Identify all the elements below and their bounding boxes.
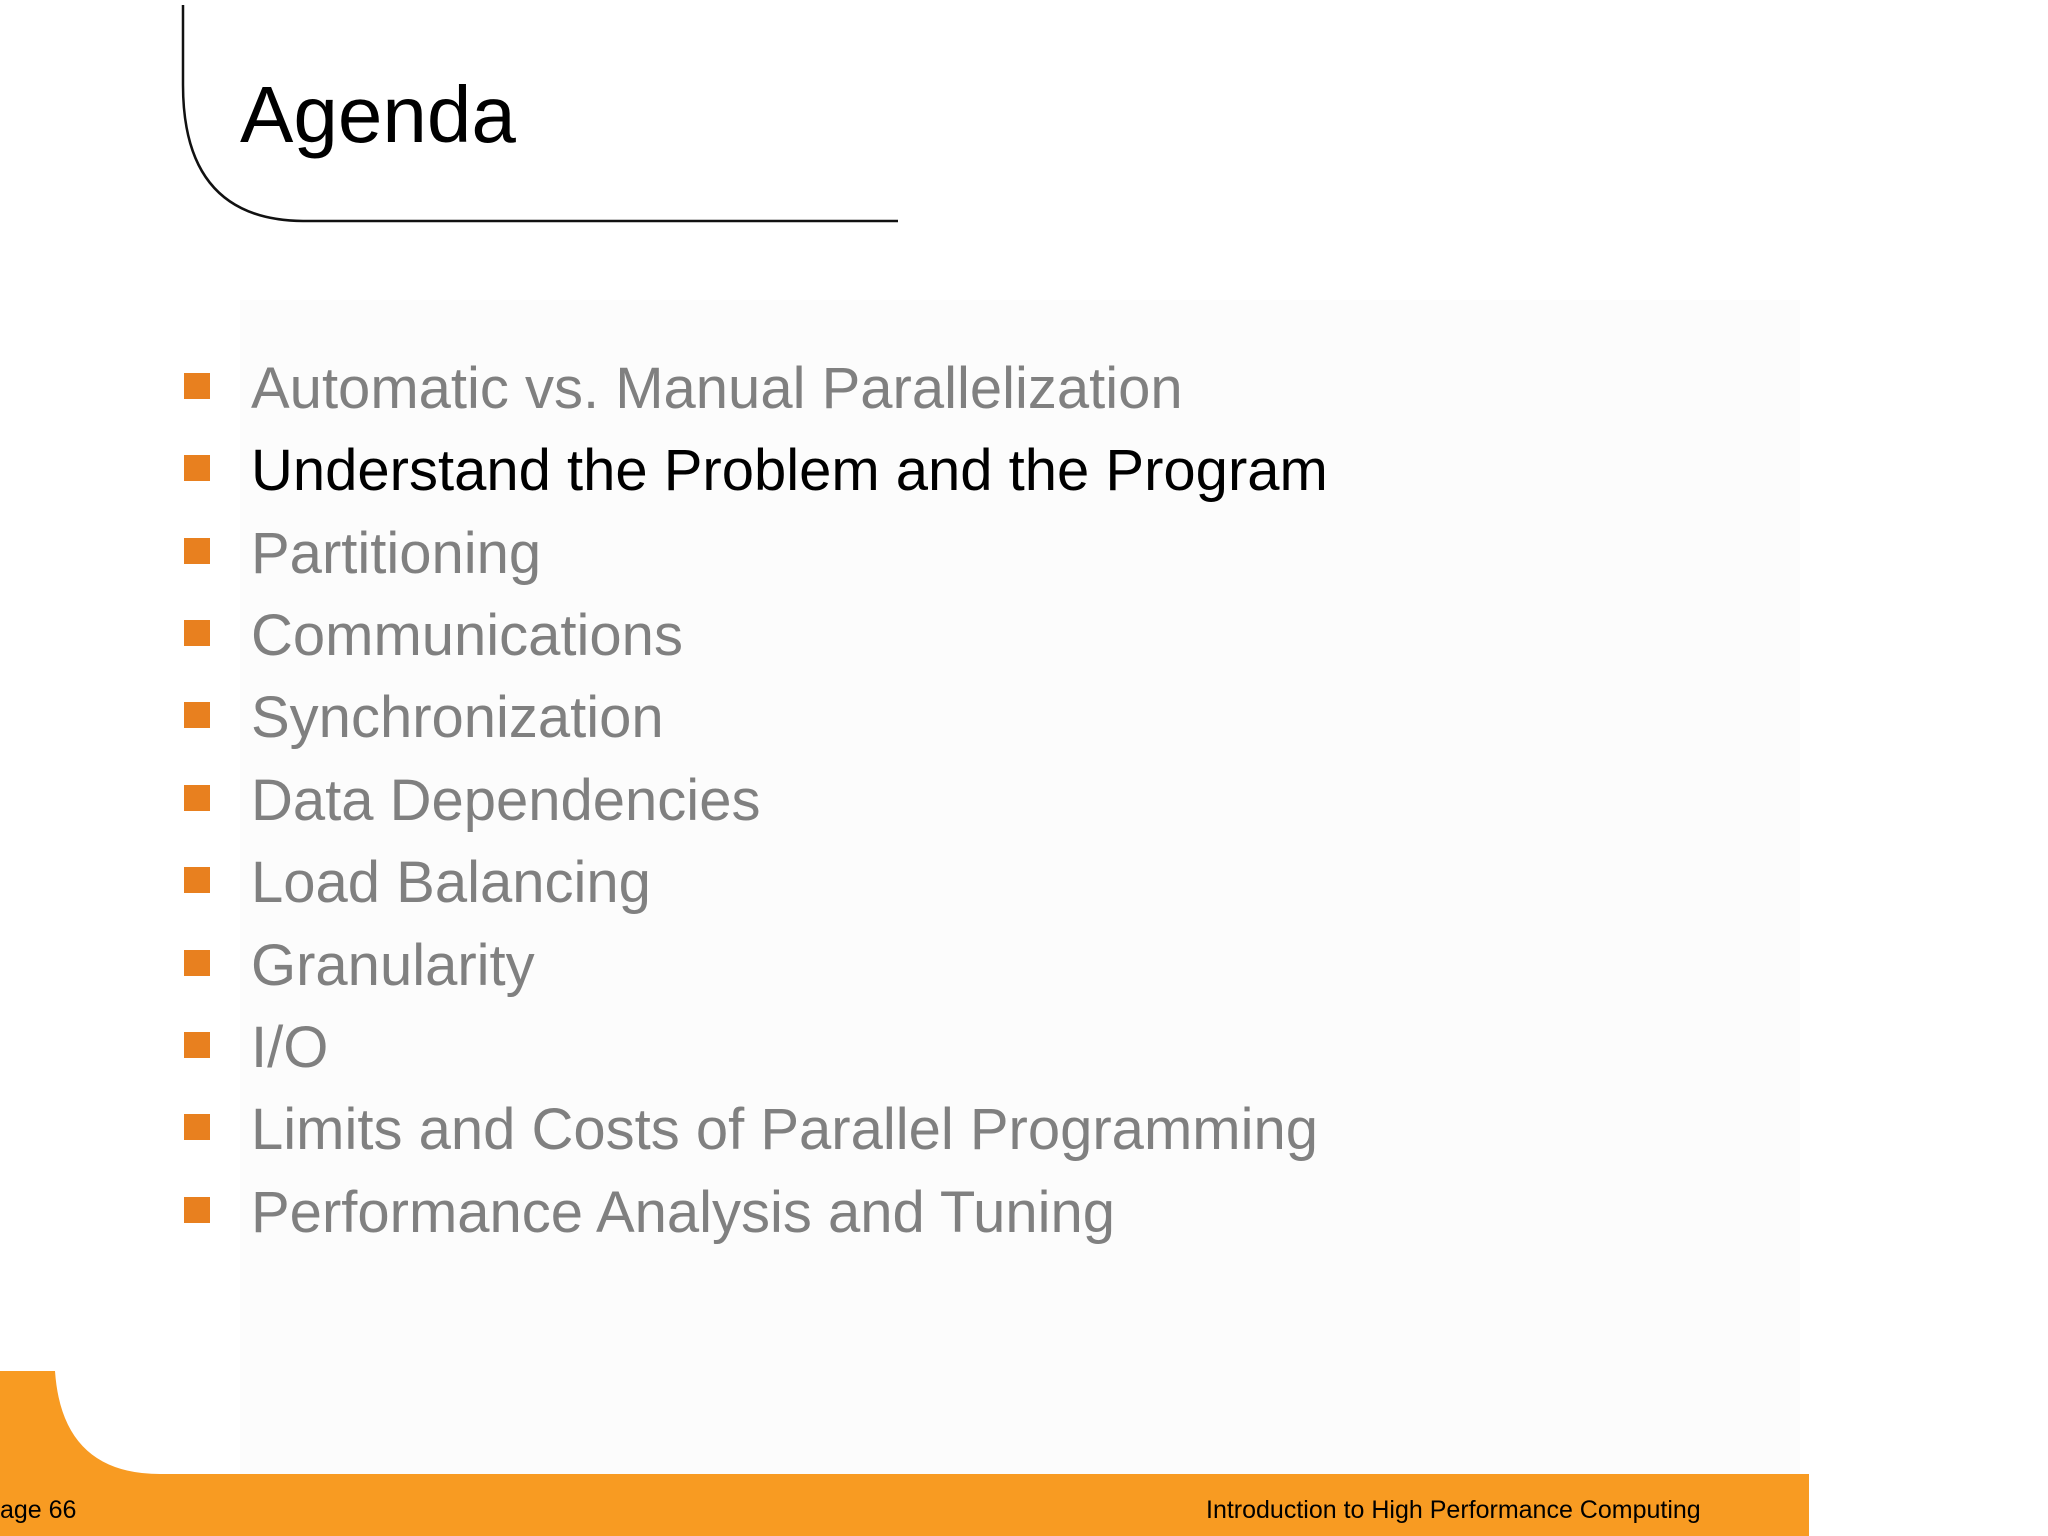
square-bullet-icon bbox=[184, 1114, 210, 1140]
agenda-item-label: Granularity bbox=[251, 932, 535, 998]
agenda-item-label: Understand the Problem and the Program bbox=[251, 438, 1328, 504]
agenda-item-label: Automatic vs. Manual Parallelization bbox=[251, 355, 1183, 421]
page-number: age 66 bbox=[0, 1496, 77, 1524]
agenda-item-label: Partitioning bbox=[251, 520, 542, 586]
square-bullet-icon bbox=[184, 538, 210, 564]
square-bullet-icon bbox=[184, 702, 210, 728]
square-bullet-icon bbox=[184, 455, 210, 481]
square-bullet-icon bbox=[184, 1032, 210, 1058]
agenda-item-label: Communications bbox=[251, 602, 683, 668]
page-title: Agenda bbox=[240, 70, 516, 159]
footer-bar bbox=[0, 1360, 2048, 1536]
square-bullet-icon bbox=[184, 620, 210, 646]
agenda-item-label: I/O bbox=[251, 1014, 329, 1080]
agenda-item-label: Limits and Costs of Parallel Programming bbox=[251, 1097, 1318, 1163]
agenda-item-label: Synchronization bbox=[251, 685, 664, 751]
square-bullet-icon bbox=[184, 373, 210, 399]
square-bullet-icon bbox=[184, 867, 210, 893]
square-bullet-icon bbox=[184, 950, 210, 976]
agenda-item-label: Data Dependencies bbox=[251, 767, 761, 833]
square-bullet-icon bbox=[184, 785, 210, 811]
agenda-item-label: Performance Analysis and Tuning bbox=[251, 1179, 1116, 1245]
course-title: Introduction to High Performance Computing bbox=[1206, 1496, 1701, 1524]
agenda-item-label: Load Balancing bbox=[251, 850, 651, 916]
square-bullet-icon bbox=[184, 1197, 210, 1223]
